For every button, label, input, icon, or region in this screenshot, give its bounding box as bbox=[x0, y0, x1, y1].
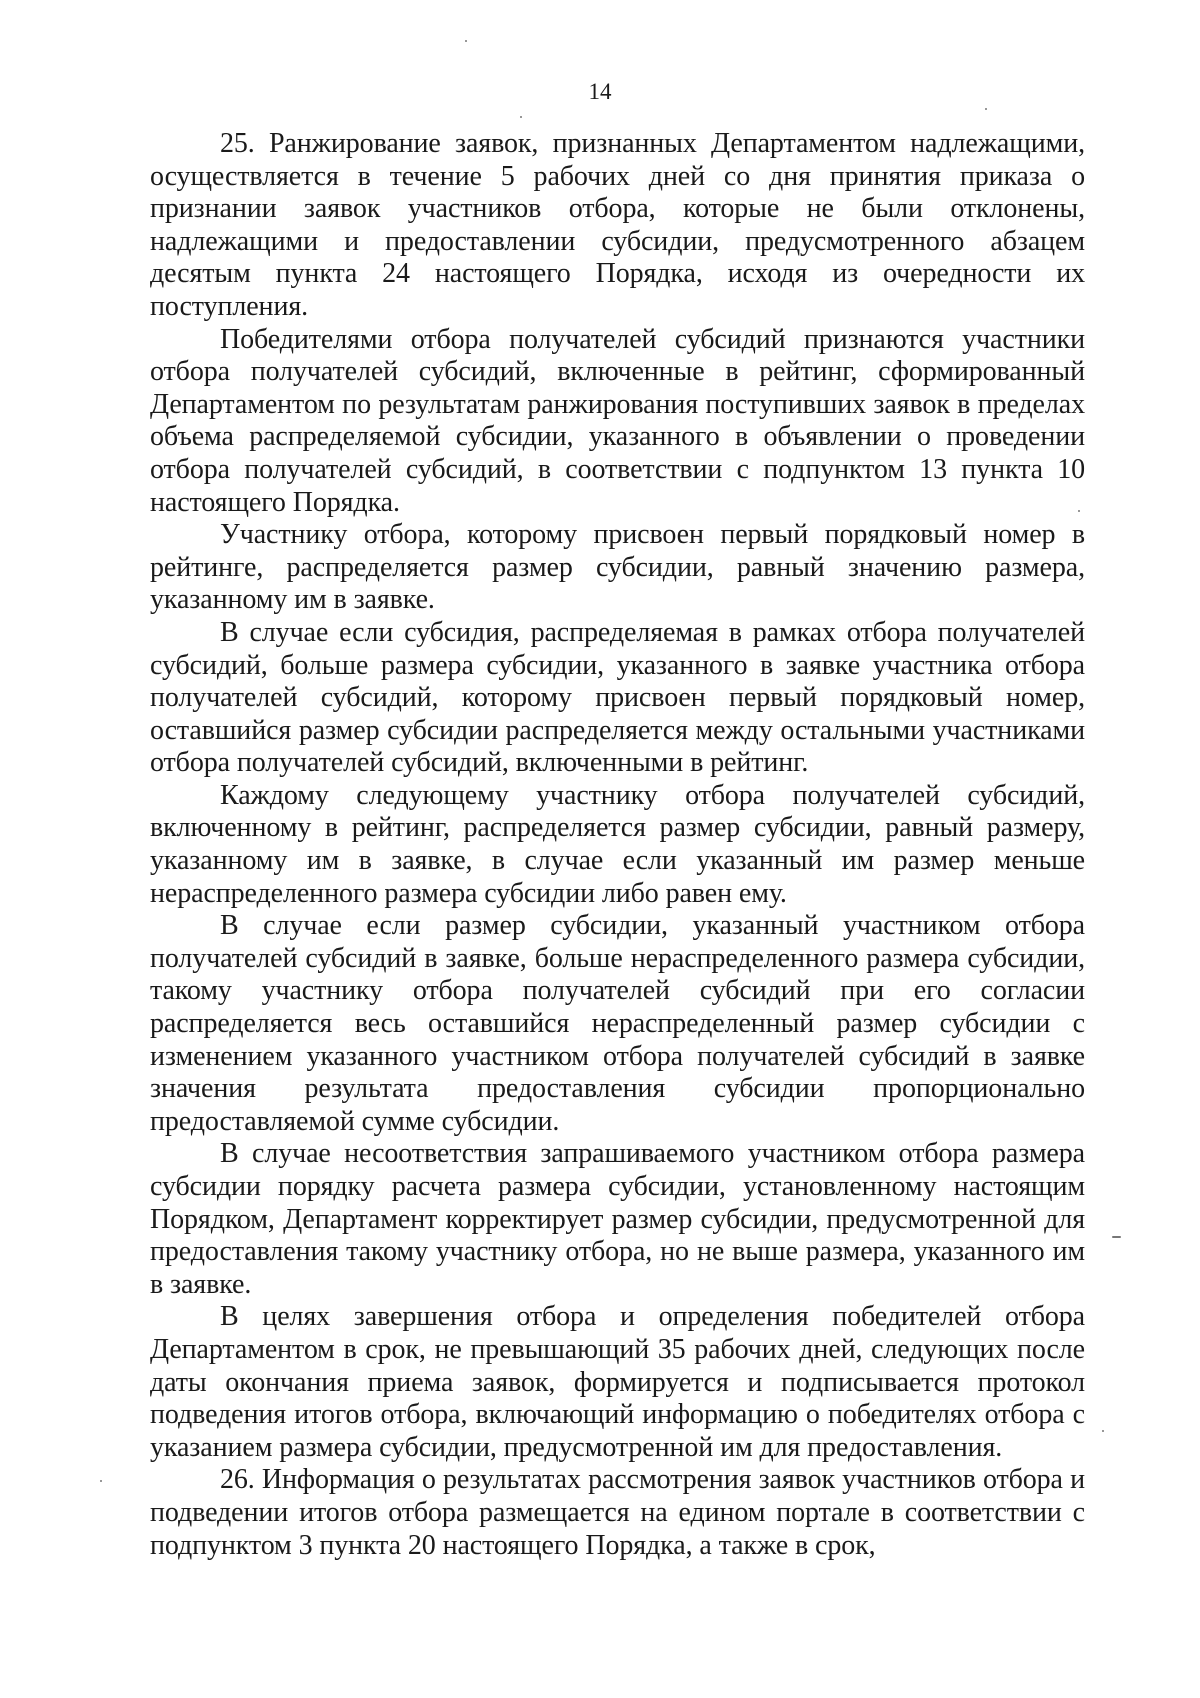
scan-speck bbox=[985, 108, 987, 110]
paragraph-first-participant: Участнику отбора, которому присвоен первый порядковый номер в рейтинге, распределяется размер субсидии, равный значению размера, указанному им в заявке. bbox=[150, 519, 1085, 616]
paragraph-26-publication: 26. Информация о результатах рассмотрения заявок участников отбора и подведении итогов отбора размещается на едином портале в соответствии с подпунктом 3 пункта 20 настоящего Порядка, а также в срок, bbox=[150, 1464, 1085, 1561]
paragraph-correction: В случае несоответствия запрашиваемого участником отбора размера субсидии порядку расчета размера субсидии, установленному настоящим Порядком, Департамент корректирует размер субсидии, предусмотренной для предоставления такому участнику отбора, но не выше размера, указанного им в заявке. bbox=[150, 1138, 1085, 1300]
scan-speck bbox=[1078, 510, 1080, 512]
paragraph-remaining-subsidy: В случае если субсидия, распределяемая в рамках отбора получателей субсидий, больше размера субсидии, указанного в заявке участника отбора получателей субсидий, которому присвоен первый порядковый номер, оставшийся размер субсидии распределяется между остальными участниками отбора получателей субсидий, включенными в рейтинг. bbox=[150, 616, 1085, 779]
scan-speck bbox=[520, 116, 522, 118]
scan-speck bbox=[100, 1480, 102, 1482]
paragraph-protocol: В целях завершения отбора и определения победителей отбора Департаментом в срок, не превышающий 35 рабочих дней, следующих после даты окончания приема заявок, формируется и подписывается протокол подведения итогов отбора, включающий информацию о победителях отбора с указанием размера субсидии, предусмотренной им для предоставления. bbox=[150, 1301, 1085, 1463]
page-number: 14 bbox=[588, 79, 612, 104]
scan-speck bbox=[465, 40, 467, 42]
paragraph-25-ranking: 25. Ранжирование заявок, признанных Департаментом надлежащими, осуществляется в течение 5 рабочих дней со дня принятия приказа о признании заявок участников отбора, которые не были отклонены, надлежащими и предоставлении субсидии, предусмотренного абзацем десятым пункта 24 настоящего Порядка, исходя из очередности их поступления. bbox=[150, 128, 1085, 322]
paragraph-winners: Победителями отбора получателей субсидий признаются участники отбора получателей субсидий, включенные в рейтинг, сформированный Департаментом по результатам ранжирования поступивших заявок в пределах объема распределяемой субсидии, указанного в объявлении о проведении отбора получателей субсидий, в соответствии с подпунктом 13 пункта 10 настоящего Порядка. bbox=[150, 323, 1085, 518]
paragraph-larger-request: В случае если размер субсидии, указанный участником отбора получателей субсидий в заявке, больше нераспределенного размера субсидии, такому участнику отбора получателей субсидий при его согласии распределяется весь оставшийся нераспределенный размер субсидии с изменением указанного участником отбора получателей субсидий в заявке значения результата предоставления субсидии пропорционально предоставляемой сумме субсидии. bbox=[150, 910, 1085, 1137]
scan-speck bbox=[1112, 1236, 1121, 1238]
paragraph-next-participant: Каждому следующему участнику отбора получателей субсидий, включенному в рейтинг, распределяется размер субсидии, равный размеру, указанному им в заявке, в случае если указанный им размер меньше нераспределенного размера субсидии либо равен ему. bbox=[150, 779, 1085, 909]
document-body bbox=[150, 128, 1085, 1562]
scan-speck bbox=[1102, 1430, 1104, 1432]
